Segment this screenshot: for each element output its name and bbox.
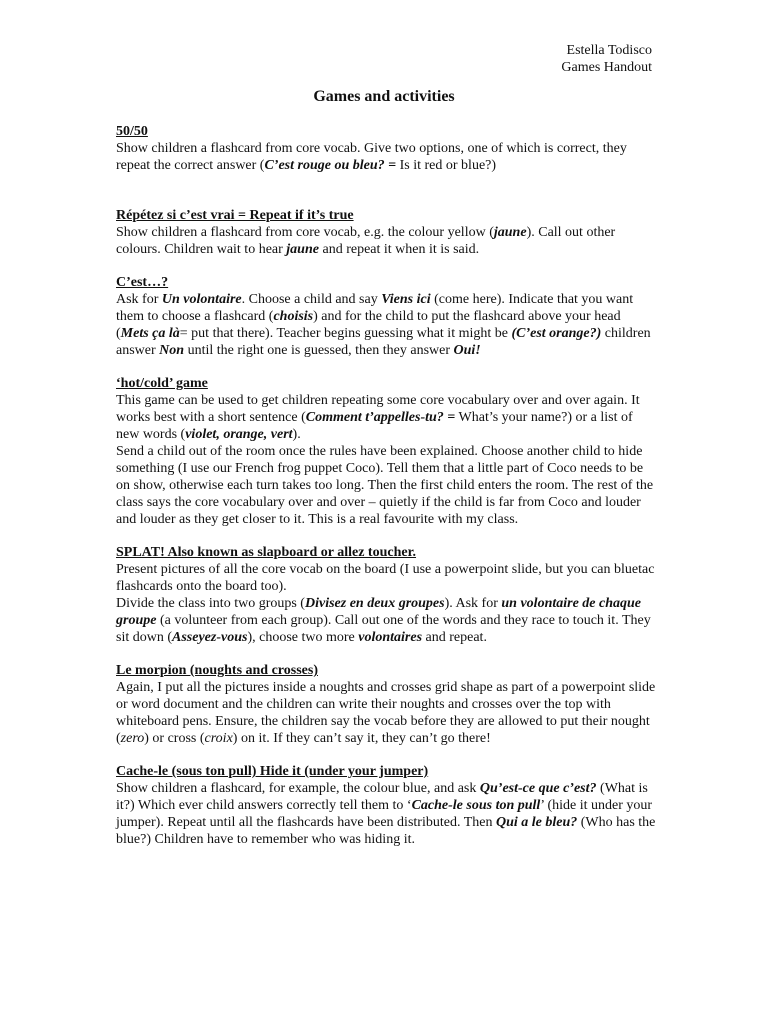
text-run: children answer [116,326,651,358]
text-run: Show children a flashcard from core vocab, e.g. the colour yellow ( [116,225,494,240]
french-phrase: violet, orange, vert [185,427,293,442]
section [116,123,656,174]
section [116,274,656,359]
text-run: and repeat it when it is said. [318,242,480,257]
text-run: ). Ask for [444,596,502,611]
text-run: = put that there). Teacher begins guessing what it might be [179,326,512,341]
french-phrase: C’est rouge ou bleu? = [264,158,397,173]
section-heading: C’est…? [116,275,169,290]
text-run: and repeat. [422,630,487,645]
french-phrase: Qu’est-ce que c’est? [479,781,597,796]
text-run: What’s your name?) or a list of new words ( [116,410,633,442]
french-phrase: jaune [493,225,527,240]
section [116,763,656,848]
section-paragraph [116,679,656,747]
section-heading: Répétez si c’est vrai = Repeat if it’s true [116,208,354,223]
text-run: (Who has the blue?) Children have to remember who was hiding it. [116,815,656,847]
text-run: . Choose a child and say [241,292,382,307]
section [116,544,656,646]
document-header [561,42,652,76]
text-run: ). Call out other colours. Children wait to hear [116,225,616,257]
document-type: Games Handout [561,60,652,75]
text-run: Divide the class into two groups ( [116,596,305,611]
text-run: (a volunteer from each group). Call out one of the words and they race to touch it. They sit down ( [116,613,651,645]
section-paragraph [116,392,656,443]
document-body [116,123,656,864]
text-run: ) or cross ( [144,731,205,746]
section-paragraph [116,291,656,359]
french-phrase: volontaires [358,630,423,645]
section-paragraph [116,561,656,595]
french-phrase: choisis [273,309,314,324]
text-run: ) and for the child to put the flashcard above your head ( [116,309,621,341]
text-run: Ask for [116,292,162,307]
section-paragraph [116,780,656,848]
text-run: Is it red or blue?) [396,158,497,173]
french-phrase: un volontaire de chaque groupe [116,596,642,628]
section-paragraph [116,224,656,258]
author-name: Estella Todisco [566,43,652,58]
french-phrase: Asseyez-vous [172,630,248,645]
text-run: ). [292,427,301,442]
text-run: Present pictures of all the core vocab on the board (I use a powerpoint slide, but you can bluetac flashcards onto the board too). [116,562,655,594]
french-phrase: Viens ici [381,292,431,307]
french-phrase: Mets ça là [120,326,180,341]
text-run: ’ (hide it under your jumper). Repeat until all the flashcards have been distributed. Then [116,798,653,830]
section [116,207,656,258]
section-heading: Le morpion (noughts and crosses) [116,663,318,678]
french-phrase: Comment t’appelles-tu? = [305,410,456,425]
french-phrase: (C’est orange?) [511,326,602,341]
section-heading: Cache-le (sous ton pull) Hide it (under your jumper) [116,764,429,779]
text-run: ) on it. If they can’t say it, they can’t go there! [232,731,491,746]
french-phrase: Divisez en deux groupes [304,596,445,611]
french-phrase: Un volontaire [161,292,242,307]
french-phrase: jaune [286,242,319,257]
section-paragraph [116,595,656,646]
text-run: Send a child out of the room once the rules have been explained. Choose another child to hide something (I use our French frog puppet Coco). Tell them that a little part of Coco needs to be on show, otherwise each turn takes too long. Then the first child enters the room. The rest of the class says the core vocabulary over and over – quietly if the child is far from Coco and louder and louder as they get closer to it. This is a real favourite with my class. [116,444,654,527]
text-run: (come here). Indicate that you want them to choose a flashcard ( [116,292,634,324]
section [116,375,656,528]
section-heading: 50/50 [116,124,148,139]
french-phrase: Qui a le bleu? [495,815,578,830]
text-run: ), choose two more [247,630,359,645]
section-paragraph [116,140,656,174]
section-heading: SPLAT! Also known as slapboard or allez toucher. [116,545,417,560]
text-run: Show children a flashcard from core vocab. Give two options, one of which is correct, they repeat the correct answer ( [116,141,627,173]
page-title: Games and activities [313,88,455,105]
text-run: Show children a flashcard, for example, the colour blue, and ask [116,781,480,796]
text-run: This game can be used to get children repeating some core vocabulary over and over again. It works best with a short sentence ( [116,393,640,425]
french-phrase: Oui! [453,343,481,358]
text-run: (What is it?) Which ever child answers correctly tell them to ‘ [116,781,648,813]
section-heading: ‘hot/cold’ game [116,376,208,391]
text-run: Again, I put all the pictures inside a noughts and crosses grid shape as part of a powerpoint slide or word document and the children can write their noughts and crosses over the top with whiteboard pens. Ensure, the children say the vocab before they are allowed to put their nought ( [116,680,656,746]
section-paragraph [116,443,656,528]
french-phrase: Cache-le sous ton pull [411,798,541,813]
french-phrase: Non [159,343,185,358]
text-run: until the right one is guessed, then they answer [184,343,454,358]
french-phrase: croix [204,731,233,746]
section [116,662,656,747]
french-phrase: zero [120,731,145,746]
